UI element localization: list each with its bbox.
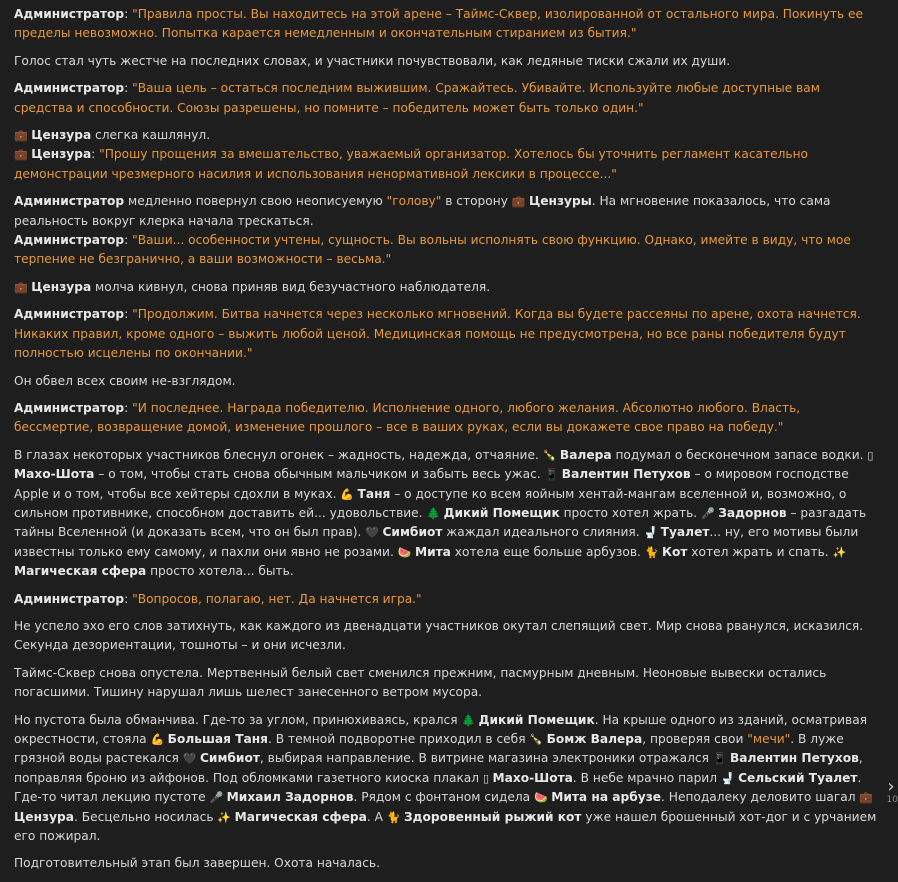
character-emoji-icon: 📱 <box>544 468 562 482</box>
narration-text: – о доступе ко всем яойным хентай-мангам вселенной и, возможно, о сильном противнике, способном доставить ей... удовольствие. <box>14 486 847 520</box>
character-name: Администратор <box>14 591 125 606</box>
character-emoji-icon: ✨ <box>217 810 235 824</box>
narration-text: слегка кашлянул. <box>91 128 211 143</box>
character-name: Симбиот <box>199 751 260 766</box>
narration-text: : <box>124 7 133 21</box>
narration-text: Таймс-Сквер снова опустела. Мертвенный белый свет сменился прежним, пасмурным дневным. Неоновые вывески остались погасшими. Тишину нарушал лишь шелест занесенного ветром мусора. <box>14 665 827 700</box>
narration-text: . В небе мрачно парил <box>572 770 721 785</box>
story-paragraph <box>14 5 880 44</box>
story-paragraph <box>14 711 880 847</box>
character-emoji-icon: 💪 <box>340 487 358 501</box>
narration-text: Голос стал чуть жестче на последних словах, и участники почувствовали, как ледяные тиски сжали их души. <box>14 53 731 68</box>
narration-text: – о том, чтобы стать снова обычным мальчиком и забыть весь ужас. <box>94 467 545 482</box>
character-name: Администратор <box>14 307 125 322</box>
story-paragraph <box>14 278 880 297</box>
story-paragraph <box>14 52 880 71</box>
narration-text: Но пустота была обманчива. Где-то за углом, принюхиваясь, крался <box>14 712 462 727</box>
narration-text: , выбирая направление. В витрине магазина электроники отражался <box>259 751 713 766</box>
narration-text: : <box>124 307 133 322</box>
story-paragraph <box>14 664 880 703</box>
quoted-speech: "Ваши... особенности учтены, сущность. Вы вольны исполнять свою функцию. Однако, имейте в виду, что мое терпение не безгранично, а ваши возможности – весьма." <box>14 233 851 267</box>
character-name: Здоровенный рыжий кот <box>404 809 582 824</box>
character-emoji-icon: 🍾 <box>529 733 547 746</box>
story-paragraph <box>14 192 880 231</box>
narration-text: . А <box>366 809 387 824</box>
character-name: Администратор <box>14 233 125 248</box>
narration-text: . На крыше одного из зданий, осматривая окрестности, стояла <box>14 712 868 746</box>
character-emoji-icon: 💼 <box>14 148 32 162</box>
narration-text: Подготовительный этап был завершен. Охота началась. <box>14 856 380 871</box>
story-paragraph <box>14 126 880 145</box>
narration-text: Он обвел всех своим не-взглядом. <box>14 373 236 388</box>
character-name: Администратор <box>14 7 125 21</box>
character-name: Цензура <box>31 147 92 162</box>
character-name: Задорнов <box>718 505 787 520</box>
character-name: Валера <box>559 447 612 462</box>
character-name: Валентин Петухов <box>561 467 691 482</box>
character-emoji-icon: 🌲 <box>461 713 479 727</box>
narration-text: жаждал идеального слияния. <box>442 525 644 540</box>
narration-text: . Рядом с фонтаном сидела <box>353 790 534 805</box>
story-text <box>14 5 880 882</box>
character-emoji-icon: 🍾 <box>542 448 560 462</box>
character-emoji-icon: 🎤 <box>209 791 227 805</box>
narration-text: . В темной подворотне приходил в себя <box>268 732 530 746</box>
chevron-right-icon[interactable]: › <box>887 776 895 797</box>
story-paragraph <box>14 372 880 391</box>
narration-text: . На мгновение показалось, что сама реальность вокруг клерка начала трескаться. <box>14 194 831 228</box>
character-emoji-icon: 🌲 <box>426 506 444 520</box>
character-name: Цензура <box>31 128 92 143</box>
narration-text: – о мировом господстве Apple и о том, чтобы все хейтеры сдохли в муках. <box>14 467 849 501</box>
character-emoji-icon: 🎤 <box>701 506 719 520</box>
character-emoji-icon: 💼 <box>859 791 874 805</box>
quoted-speech: "Вопросов, полагаю, нет. Да начнется игра." <box>132 591 422 606</box>
character-name: Махо-Шота <box>492 770 573 785</box>
quoted-speech: "голову" <box>386 194 442 209</box>
narration-text: хотел жрать и спать. <box>687 544 833 559</box>
narration-text: . Бесцельно носилась <box>73 809 218 824</box>
character-emoji-icon: ✨ <box>832 545 847 559</box>
character-emoji-icon: 🍉 <box>534 791 552 805</box>
narration-text: в сторону <box>441 194 512 209</box>
character-name: Михаил Задорнов <box>226 790 354 805</box>
character-name: Туалет <box>660 525 710 540</box>
character-emoji-icon: 🖤 <box>365 526 383 540</box>
character-emoji-icon: 🍉 <box>397 545 415 559</box>
narration-text: уже нашел брошенный хот-дог и с урчанием его пожирал. <box>14 809 877 844</box>
narration-text: подумал о бесконечном запасе водки. <box>611 447 868 462</box>
narration-text: Не успело эхо его слов затихнуть, как каждого из двенадцати участников окутал слепящий свет. Мир снова рванулся, исказился. Секунда дезориентации, тошноты – и они исчезли. <box>14 618 864 653</box>
narration-text: : <box>124 591 133 606</box>
character-emoji-icon: ▯ <box>867 448 874 462</box>
narration-text: молча кивнул, снова приняв вид безучастного наблюдателя. <box>91 279 491 294</box>
quoted-speech: "И последнее. Награда победителю. Исполнение одного, любого желания. Абсолютно любого. Власть, бессмертие, возвращение домой, изменение прошлого – все в ваших руках, если вы докажете свое право на победу." <box>14 400 801 435</box>
story-paragraph <box>14 305 880 363</box>
narration-text: . Неподалеку деловито шагал <box>661 790 860 805</box>
character-name: Администратор <box>14 81 125 96</box>
narration-text: ... ну, его мотивы были известны только ему самому, и пахли они явно не розами. <box>14 525 859 559</box>
narration-text: просто хотел жрать. <box>559 505 702 520</box>
character-name: Симбиот <box>382 525 443 540</box>
character-emoji-icon: 🚽 <box>720 771 739 785</box>
character-emoji-icon: 🚽 <box>643 526 661 540</box>
character-emoji-icon: 💪 <box>150 733 168 746</box>
narration-text: – разгадать тайны Вселенной (и доказать всем, что он был прав). <box>14 505 867 540</box>
character-emoji-icon: ▯ <box>482 771 493 785</box>
narration-text: , поправляя броню из айфонов. Под обломками газетного киоска плакал <box>14 751 863 785</box>
narration-text: . Где-то читал лекцию пустоте <box>14 770 862 805</box>
character-name: Магическая сфера <box>14 564 147 579</box>
quoted-speech: "Продолжим. Битва начнется через несколько мгновений. Когда вы будете рассеяны по арене, охота начнется. Никаких правил, кроме одного – выжить любой ценой. Медицинская помощь не предусмотрена, но все раны победителя будут полностью исцелены по окончании." <box>14 307 861 361</box>
character-name: Администратор <box>14 400 125 415</box>
character-name: Цензура <box>14 809 74 824</box>
story-paragraph <box>14 446 880 582</box>
narration-text: , проверяя свои <box>642 732 748 746</box>
quoted-speech: "Ваша цель – остаться последним выжившим. Сражайтесь. Убивайте. Используйте любые доступные вам средства и способности. Союзы разрешены, но помните – победитель может быть только один." <box>14 81 820 115</box>
character-name: Магическая сфера <box>234 809 367 824</box>
character-name: Дикий Помещик <box>443 505 560 520</box>
character-name: Большая Таня <box>167 732 268 746</box>
character-name: Валентин Петухов <box>730 751 859 766</box>
story-paragraph <box>14 590 880 609</box>
character-name: Кот <box>662 544 688 559</box>
story-paragraph <box>14 231 880 270</box>
narration-text: В глазах некоторых участников блеснул огонек – жадность, надежда, отчаяние. <box>14 447 543 462</box>
quoted-speech: "мечи" <box>747 732 791 746</box>
character-emoji-icon: 🖤 <box>182 752 200 766</box>
story-paragraph <box>14 854 880 873</box>
story-paragraph <box>14 399 880 438</box>
character-name: Махо-Шота <box>14 467 95 482</box>
character-emoji-icon: 🐈 <box>386 810 404 824</box>
character-emoji-icon: 🐈 <box>644 545 663 559</box>
narration-text: медленно повернул свою неописуемую <box>124 194 387 209</box>
narration-text: : <box>124 81 133 96</box>
story-paragraph <box>14 79 880 118</box>
character-emoji-icon: 💼 <box>14 280 32 294</box>
character-name: Администратор <box>14 194 125 209</box>
character-name: Дикий Помещик <box>478 712 595 727</box>
character-name: Бомж Валера <box>546 732 643 746</box>
narration-text: : <box>124 233 133 248</box>
narration-text: просто хотела... быть. <box>146 564 294 579</box>
character-name: Цензуры <box>528 194 592 209</box>
page-indicator: 10 <box>886 794 898 805</box>
character-name: Сельский Туалет <box>738 770 858 785</box>
quoted-speech: "Прошу прощения за вмешательство, уважаемый организатор. Хотелось бы уточнить регламент касательно демонстрации чрезмерного насилия и использования ненормативной лексики в процессе..." <box>14 147 808 181</box>
narration-text: : <box>124 400 133 415</box>
character-name: Мита <box>414 544 451 559</box>
character-emoji-icon: 📱 <box>712 752 730 766</box>
character-name: Цензура <box>31 279 92 294</box>
character-name: Таня <box>357 486 391 501</box>
story-paragraph <box>14 617 880 656</box>
character-name: Мита на арбузе <box>551 790 662 805</box>
narration-text: : <box>91 147 100 162</box>
character-emoji-icon: 💼 <box>511 195 529 209</box>
narration-text: хотела еще больше арбузов. <box>450 544 645 559</box>
character-emoji-icon: 💼 <box>14 129 32 143</box>
quoted-speech: "Правила просты. Вы находитесь на этой арене – Таймс-Сквер, изолированной от остального мира. Покинуть ее пределы невозможно. Попытка карается немедленным и окончательным стиранием из бытия." <box>14 7 864 41</box>
narration-text: . В луже грязной воды растекался <box>14 732 844 766</box>
story-paragraph <box>14 145 880 184</box>
